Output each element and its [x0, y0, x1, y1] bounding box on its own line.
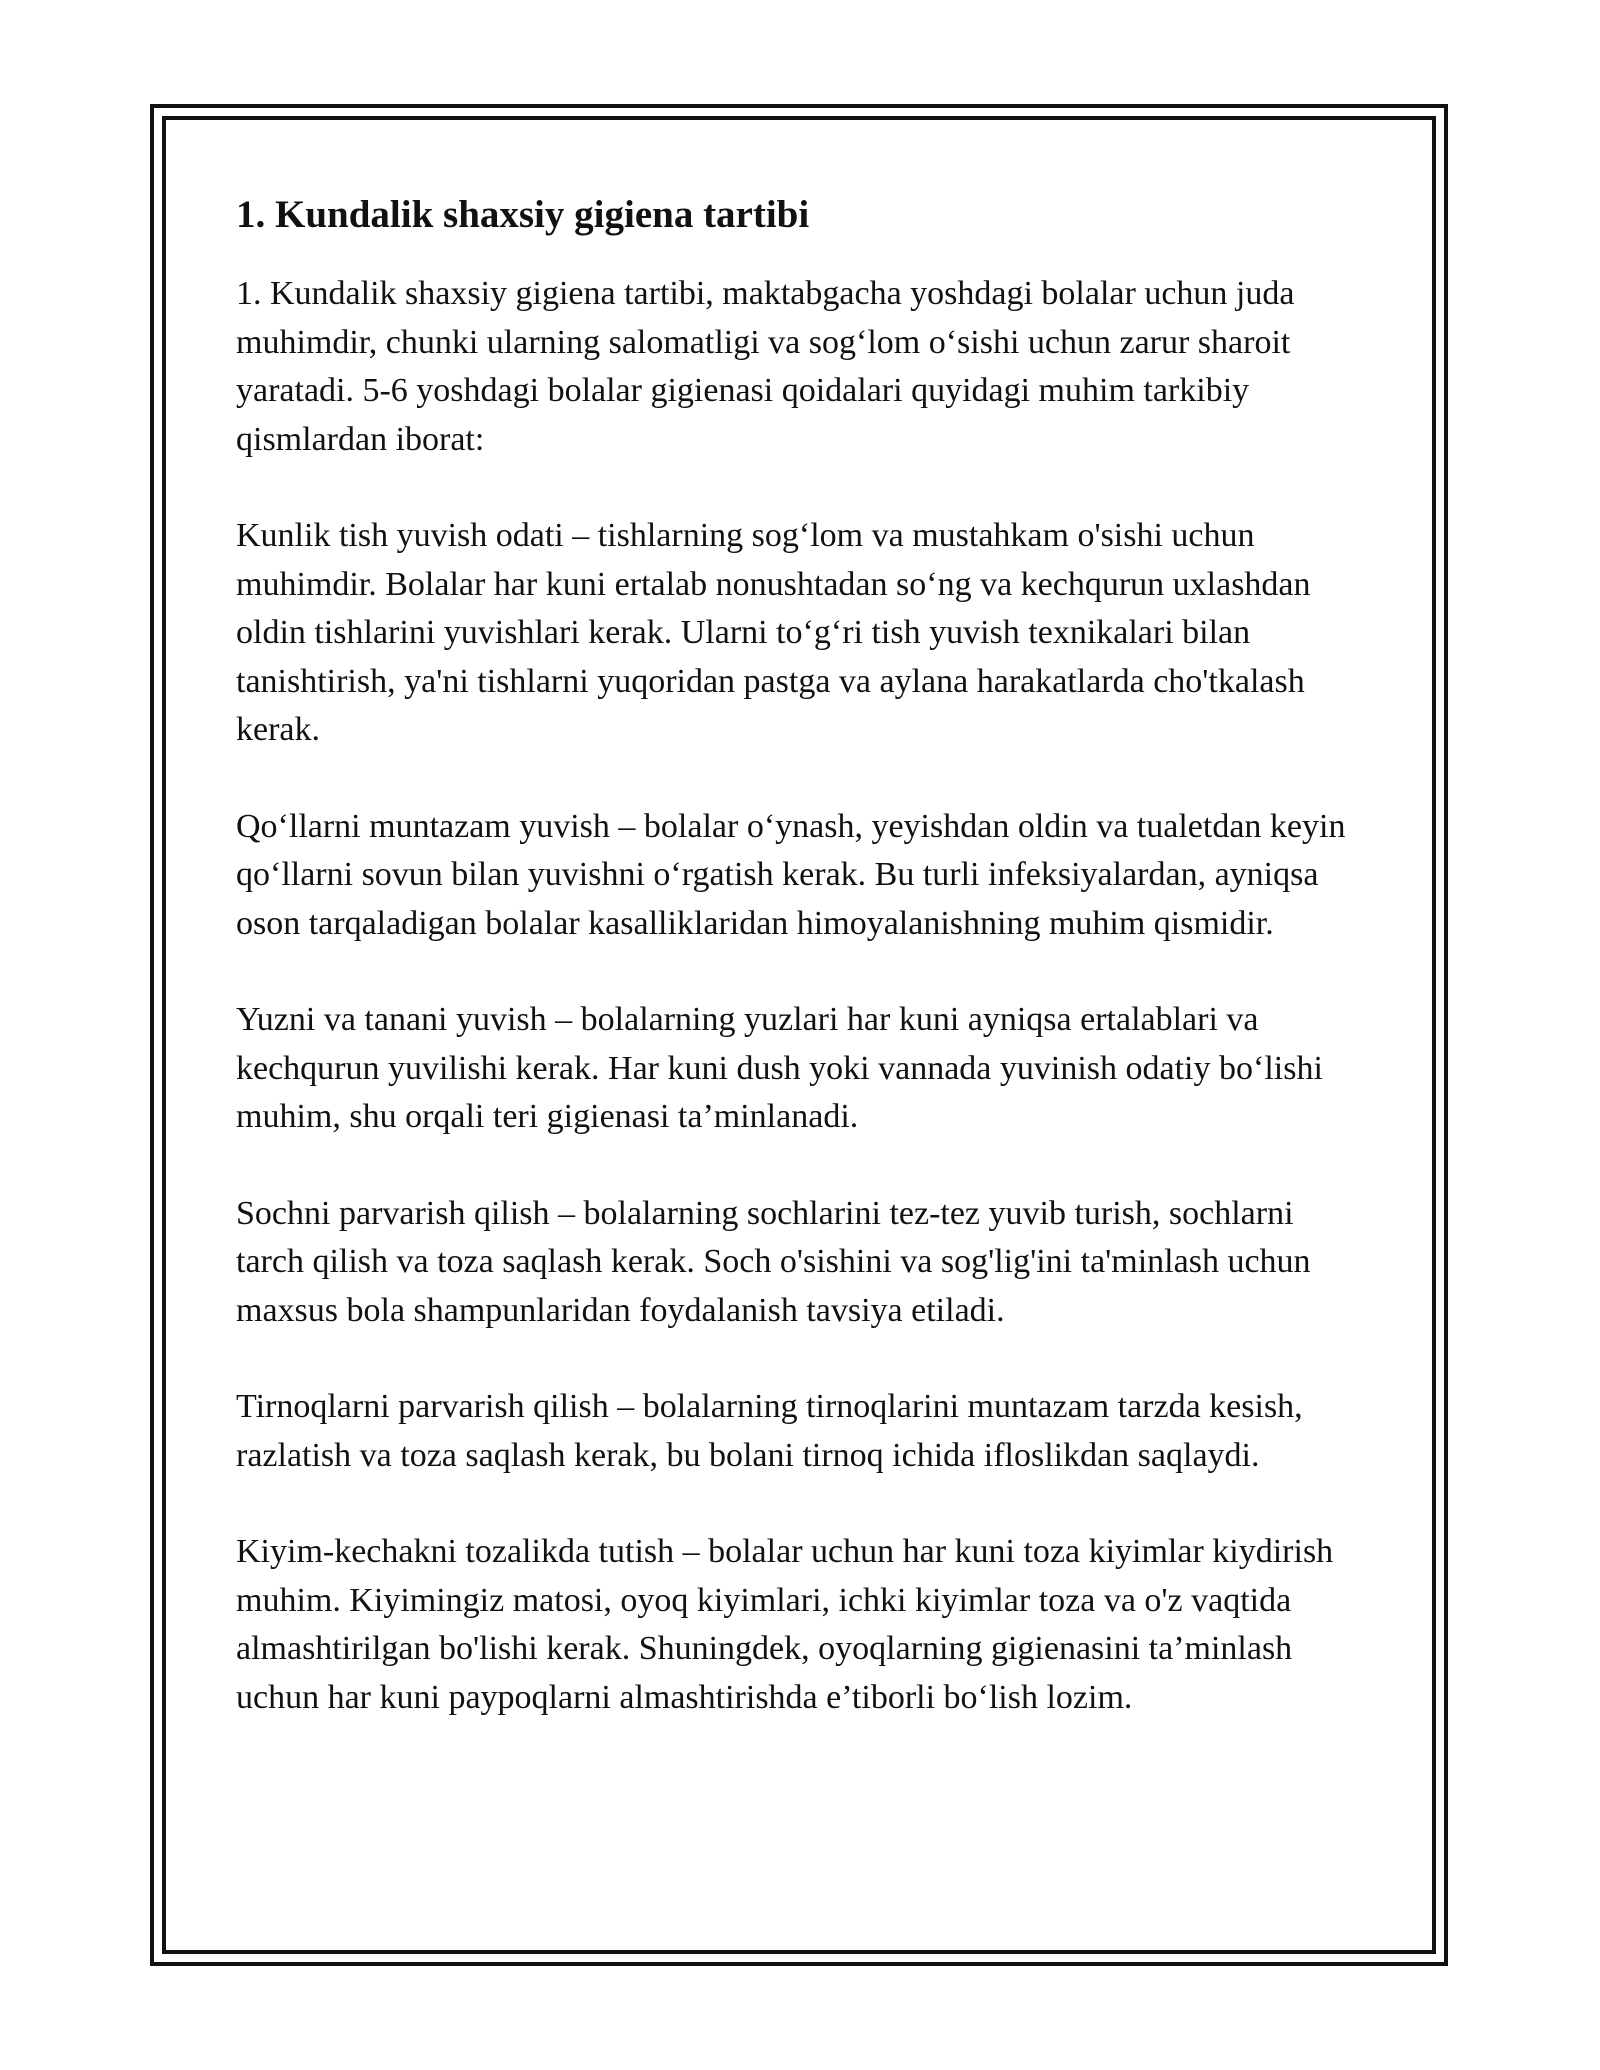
paragraph-intro: 1. Kundalik shaxsiy gigiena tartibi, maktabgacha yoshdagi bolalar uchun juda muhimdir, chunki ularning salomatligi va sog‘lom o‘sishi uchun zarur sharoit yaratadi. 5-6 yoshdagi bolalar gigienasi qoidalari quyidagi muhim tarkibiy qismlardan iborat:	[236, 275, 1295, 458]
paragraph-hair-care: Sochni parvarish qilish – bolalarning sochlarini tez-tez yuvib turish, sochlarni tarch qilish va toza saqlash kerak. Soch o'sishini va sog'lig'ini ta'minlash uchun maxsus bola shampunlaridan foydalanish tavsiya etiladi.	[236, 1194, 1311, 1329]
paragraph-face-body-washing: Yuzni va tanani yuvish – bolalarning yuzlari har kuni ayniqsa ertalablari va kechqurun yuvilishi kerak. Har kuni dush yoki vannada yuvinish odatiy bo‘lishi muhim, shu orqali teri gigienasi ta’minlanadi.	[236, 1001, 1323, 1135]
section-heading: 1. Kundalik shaxsiy gigiena tartibi	[236, 193, 810, 236]
paragraph-nail-care: Tirnoqlarni parvarish qilish – bolalarning tirnoqlarini muntazam tarzda kesish, razlatish va toza saqlash kerak, bu bolani tirnoq ichida ifloslikdan saqlaydi.	[236, 1388, 1303, 1474]
paragraph-clothing-cleanliness: Kiyim-kechakni tozalikda tutish – bolalar uchun har kuni toza kiyimlar kiydirish muhim. Kiyimingiz matosi, oyoq kiyimlari, ichki kiyimlar toza va o'z vaqtida almashtirilgan bo'lishi kerak. Shuningdek, oyoqlarning gigienasini ta’minlash uchun har kuni paypoqlarni almashtirishda e’tiborli bo‘lish lozim.	[236, 1533, 1334, 1716]
paragraph-teeth-brushing: Kunlik tish yuvish odati – tishlarning sog‘lom va mustahkam o'sishi uchun muhimdir. Bolalar har kuni ertalab nonushtadan so‘ng va kechqurun uxlashdan oldin tishlarini yuvishlari kerak. Ularni to‘g‘ri tish yuvish texnikalari bilan tanishtirish, ya'ni tishlarni yuqoridan pastga va aylana harakatlarda cho'tkalash kerak.	[236, 517, 1311, 748]
document-body	[236, 186, 1366, 1770]
paragraph-hand-washing: Qo‘llarni muntazam yuvish – bolalar o‘ynash, yeyishdan oldin va tualetdan keyin qo‘llarni sovun bilan yuvishni o‘rgatish kerak. Bu turli infeksiyalardan, ayniqsa oson tarqaladigan bolalar kasalliklaridan himoyalanishning muhim qismidir.	[236, 807, 1346, 942]
